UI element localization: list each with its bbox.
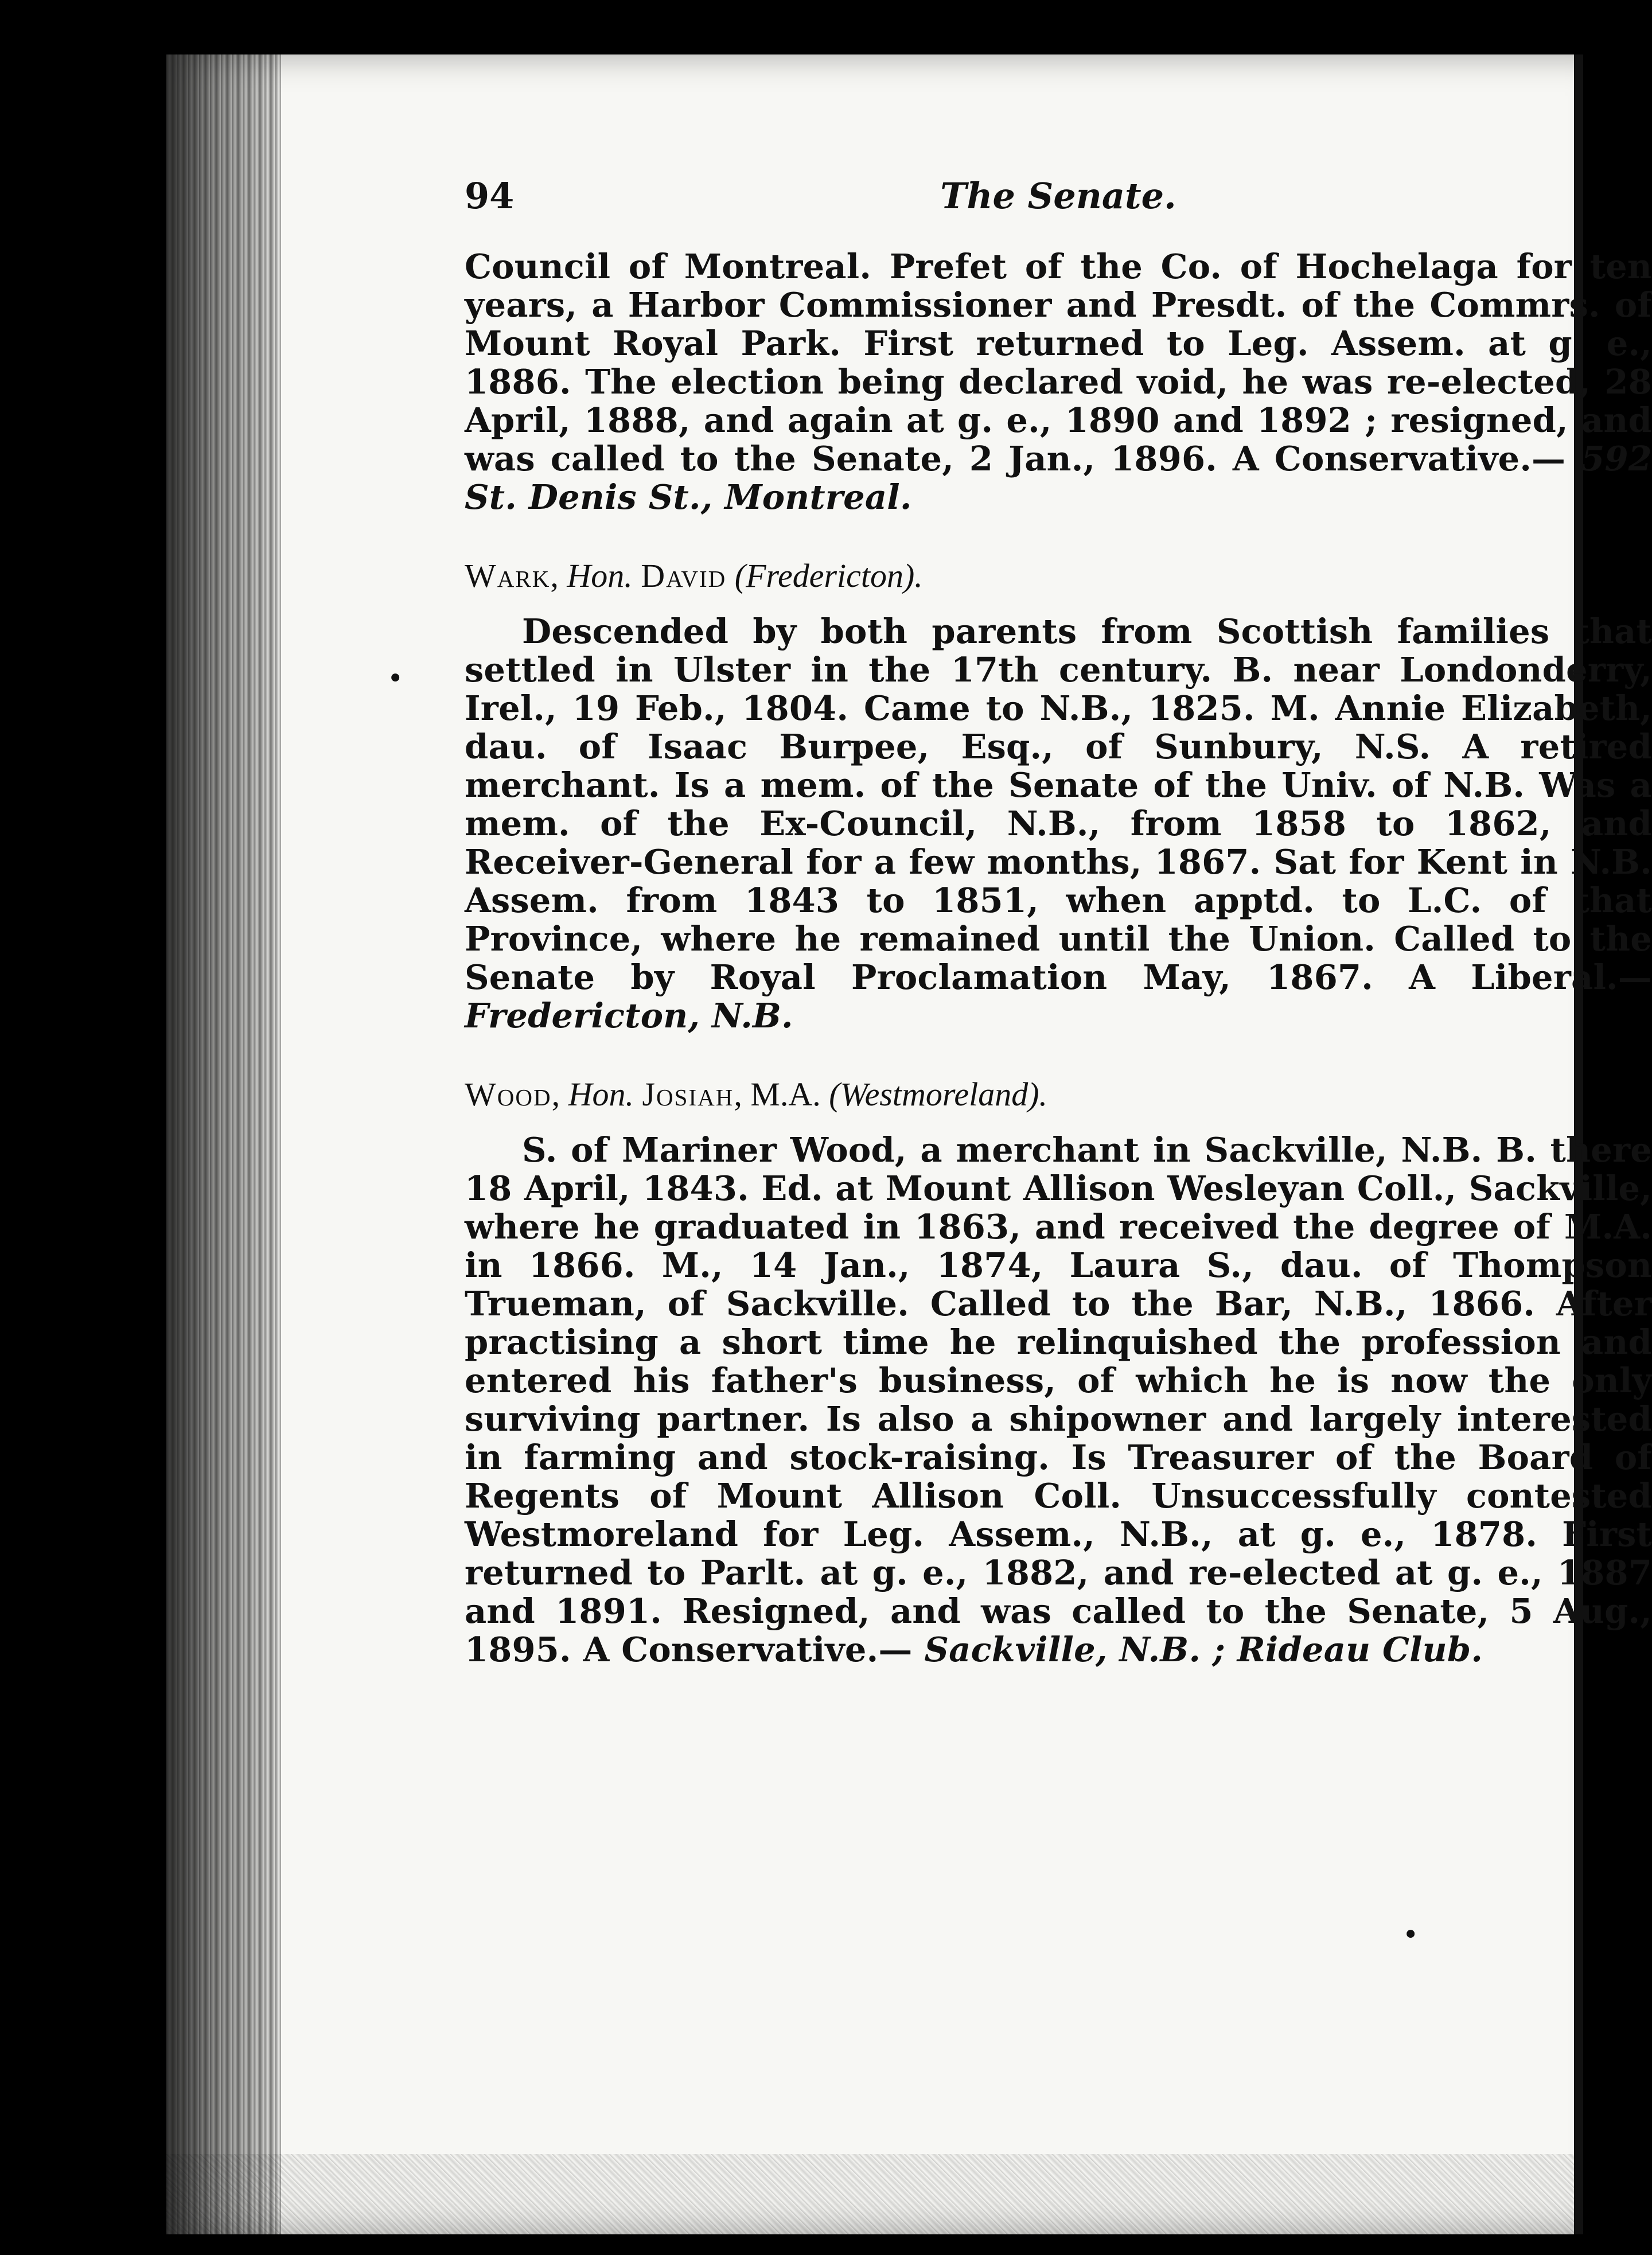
entry-body-text: S. of Mariner Wood, a merchant in Sackville, N.B. B. there 18 April, 1843. Ed. at Mount Allison Wesleyan Coll., Sackville, where he graduated in 1863, and received the degree of M.A. in 1866. M., 14 Jan., 1874, Laura S., dau. of Thompson Trueman, of Sackville. Called to the Bar, N.B., 1866. After practising a short time he relinquished the profession and entered his father's business, of which he is now the only surviving partner. Is also a shipowner and largely interested in farming and stock-raising. Is Treasurer of the Board of Regents of Mount Allison Coll. Unsuccessfully contested Westmoreland for Leg. Assem., N.B., at g. e., 1878. First returned to Parlt. at g. e., 1882, and re-elected at g. e., 1887 and 1891. Resigned, and was called to the Senate, 5 Aug., 1895. A Conservative.— — [465, 1130, 1652, 1669]
running-head — [465, 175, 1652, 244]
entry-division: (Fredericton). — [734, 557, 923, 594]
entry-post-nominal: M.A. — [750, 1076, 821, 1113]
page-number: 94 — [465, 175, 515, 217]
entry-address: Fredericton, N.B. — [465, 996, 793, 1035]
entry-address: Sackville, N.B. ; Rideau Club. — [924, 1630, 1483, 1669]
entry-division: (Westmoreland). — [829, 1076, 1048, 1113]
entry-given-name: Josiah — [642, 1076, 734, 1113]
entry-heading-wood: Wood, Hon. Josiah, M.A. (Westmoreland). — [465, 1076, 1048, 1113]
entry-heading-wark: Wark, Hon. David (Fredericton). — [465, 557, 923, 594]
stray-mark: • — [1402, 1919, 1419, 1951]
entry-body-wood — [465, 1131, 1652, 1669]
entry-given-name: David — [641, 557, 727, 594]
continuation-paragraph — [465, 247, 1652, 516]
page-content — [465, 175, 1652, 1669]
book-page — [166, 54, 1652, 2234]
entry-honorific: Hon. — [567, 557, 633, 594]
entry-surname: Wood — [465, 1076, 552, 1113]
page-bottom-noise — [166, 2154, 1583, 2234]
entry-body-wark — [465, 612, 1652, 1035]
running-title: The Senate. — [940, 175, 1176, 217]
binding-gutter — [166, 54, 281, 2234]
continuation-address: 592 St. Denis St., Montreal. — [465, 439, 1652, 517]
entry-honorific: Hon. — [568, 1076, 634, 1113]
stray-mark: • — [387, 663, 404, 695]
entry-body-text: Descended by both parents from Scottish families that settled in Ulster in the 17th century. B. near Londonderry, Irel., 19 Feb., 1804. Came to N.B., 1825. M. Annie Elizabeth, dau. of Isaac Burpee, Esq., of Sunbury, N.S. A retired merchant. Is a mem. of the Senate of the Univ. of N.B. Was a mem. of the Ex-Council, N.B., from 1858 to 1862, and Receiver-General for a few months, 1867. Sat for Kent in N.B. Assem. from 1843 to 1851, when apptd. to L.C. of that Province, where he remained until the Union. Called to the Senate by Royal Proclamation May, 1867. A Liberal.— — [465, 612, 1652, 997]
continuation-text: Council of Montreal. Prefet of the Co. of Hochelaga for ten years, a Harbor Commissioner and Presdt. of the Commrs. of Mount Royal Park. First returned to Leg. Assem. at g. e., 1886. The election being declared void, he was re-elected, 28 April, 1888, and again at g. e., 1890 and 1892 ; resigned, and was called to the Senate, 2 Jan., 1896. A Conservative.— — [465, 247, 1652, 478]
entry-surname: Wark — [465, 557, 551, 594]
